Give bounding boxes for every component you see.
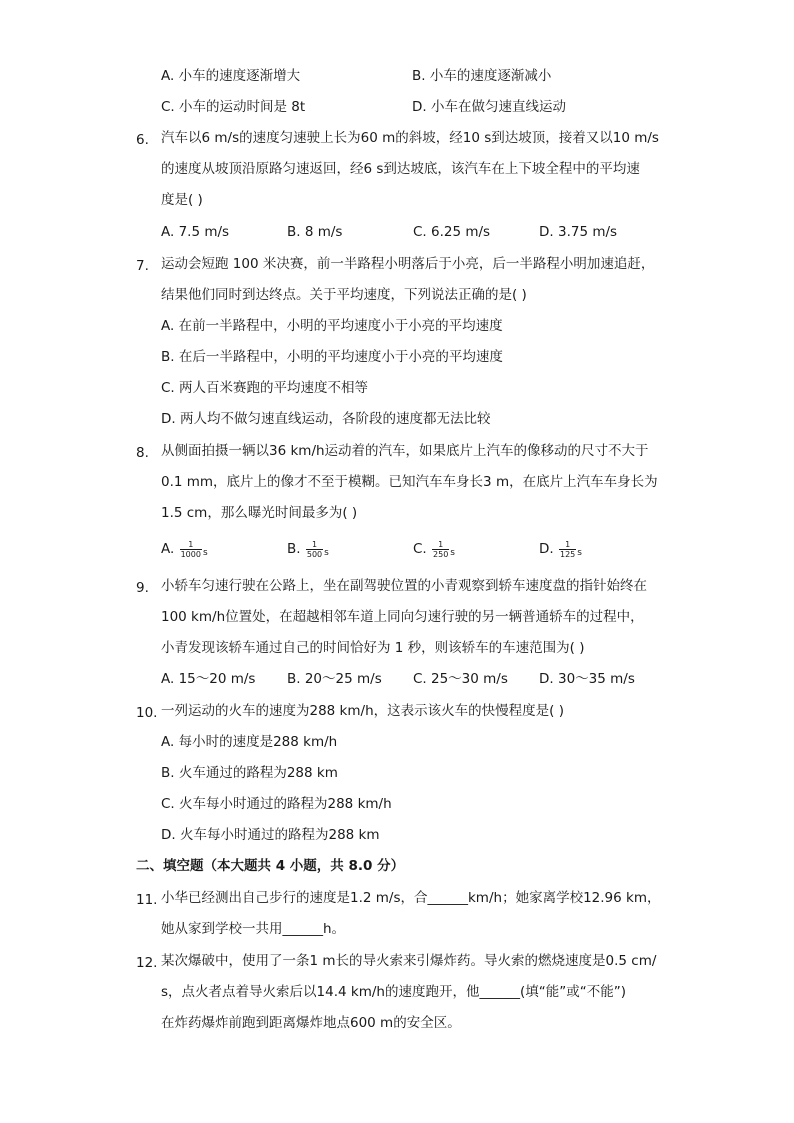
question-text: 度是( ) <box>161 192 203 208</box>
option-c: C. 6.25 m/s <box>413 224 491 240</box>
question-number: 9. <box>136 580 149 596</box>
option-d: D. 火车每小时通过的路程为288 km <box>161 827 380 843</box>
question-text: s，点火者点着导火索后以14.4 km/h的速度跑开，他______(填“能”或“不能”) <box>161 984 626 1000</box>
question-text: 的速度从坡顶沿原路匀速返回，经6 s到达坡底，该汽车在上下坡全程中的平均速 <box>161 161 640 177</box>
question-number: 12. <box>136 955 158 971</box>
option-c: C. 两人百米赛跑的平均速度不相等 <box>161 380 369 396</box>
question-text: 运动会短跑 100 米决赛，前一半路程小明落后于小亮，后一半路程小明加速追赶， <box>161 256 655 272</box>
option-label: C. <box>413 541 427 557</box>
option-a: A. 每小时的速度是288 km/h <box>161 734 338 750</box>
numerator: 1 <box>180 540 202 550</box>
option-a: A. 7.5 m/s <box>161 224 230 240</box>
option-label: D. <box>539 541 554 557</box>
question-text: 1.5 cm，那么曝光时间最多为( ) <box>161 505 358 521</box>
question-text: 小轿车匀速行驶在公路上，坐在副驾驶位置的小青观察到轿车速度盘的指针始终在 <box>161 578 647 594</box>
question-number: 11. <box>136 892 158 908</box>
option-d: D. 3.75 m/s <box>539 224 618 240</box>
numerator: 1 <box>432 540 449 550</box>
denominator: 500 <box>306 549 323 559</box>
question-text: 一列运动的火车的速度为288 km/h，这表示该火车的快慢程度是( ) <box>161 703 564 719</box>
question-text: 在炸药爆炸前跑到距离爆炸地点600 m的安全区。 <box>161 1015 461 1031</box>
option-b: B. 火车通过的路程为288 km <box>161 765 338 781</box>
unit: s <box>450 548 455 558</box>
fraction <box>306 540 323 559</box>
option-c: C. 火车每小时通过的路程为288 km/h <box>161 796 392 812</box>
option-d: D. 小车在做匀速直线运动 <box>412 99 566 115</box>
numerator: 1 <box>306 540 323 550</box>
option-b: B. 在后一半路程中，小明的平均速度小于小亮的平均速度 <box>161 349 503 365</box>
question-text: 100 km/h位置处，在超越相邻车道上同向匀速行驶的另一辆普通轿车的过程中， <box>161 609 644 625</box>
question-text: 小青发现该轿车通过自己的时间恰好为 1 秒，则该轿车的车速范围为( ) <box>161 640 585 656</box>
fraction <box>559 540 576 559</box>
question-text: 0.1 mm，底片上的像才不至于模糊。已知汽车车身长3 m，在底片上汽车车身长为 <box>161 474 658 490</box>
section-heading: 二、填空题（本大题共 4 小题，共 8.0 分） <box>136 858 405 874</box>
unit: s <box>577 548 582 558</box>
option-a: A. 15～20 m/s <box>161 671 256 687</box>
question-text: 从侧面拍摄一辆以36 km/h运动着的汽车，如果底片上汽车的像移动的尺寸不大于 <box>161 443 649 459</box>
option-a: A. 在前一半路程中，小明的平均速度小于小亮的平均速度 <box>161 318 503 334</box>
option-d: D. 30～35 m/s <box>539 671 635 687</box>
option-b <box>287 539 329 563</box>
denominator: 125 <box>559 549 576 559</box>
option-c: C. 小车的运动时间是 8t <box>161 99 306 115</box>
unit: s <box>202 548 208 558</box>
option-label: B. <box>287 541 301 557</box>
option-c: C. 25～30 m/s <box>413 671 508 687</box>
option-a: A. 小车的速度逐渐增大 <box>161 68 301 84</box>
option-b: B. 8 m/s <box>287 224 343 240</box>
question-number: 8. <box>136 445 149 461</box>
option-d <box>539 539 582 563</box>
fraction <box>432 540 449 559</box>
option-d: D. 两人均不做匀速直线运动，各阶段的速度都无法比较 <box>161 411 491 427</box>
question-text: 汽车以6 m/s的速度匀速驶上长为60 m的斜坡，经10 s到达坡顶，接着又以10 m/s <box>161 130 659 146</box>
numerator: 1 <box>559 540 576 550</box>
question-text: 某次爆破中，使用了一条1 m长的导火索来引爆炸药。导火索的燃烧速度是0.5 cm/ <box>161 953 657 969</box>
question-text: 她从家到学校一共用______h。 <box>161 921 346 937</box>
question-text: 结果他们同时到达终点。关于平均速度，下列说法正确的是( ) <box>161 287 527 303</box>
denominator: 250 <box>433 549 449 559</box>
question-number: 7. <box>136 258 149 274</box>
question-text: 小华已经测出自己步行的速度是1.2 m/s，合______km/h；她家离学校12.96 km， <box>161 890 661 906</box>
question-number: 6. <box>136 132 149 148</box>
option-b: B. 20～25 m/s <box>287 671 382 687</box>
question-number: 10. <box>136 705 158 721</box>
option-label: A. <box>161 541 175 557</box>
option-a <box>161 539 208 563</box>
denominator: 1000 <box>180 549 201 559</box>
option-c <box>413 539 455 563</box>
unit: s <box>324 548 329 558</box>
fraction <box>180 540 202 559</box>
option-b: B. 小车的速度逐渐减小 <box>412 68 552 84</box>
